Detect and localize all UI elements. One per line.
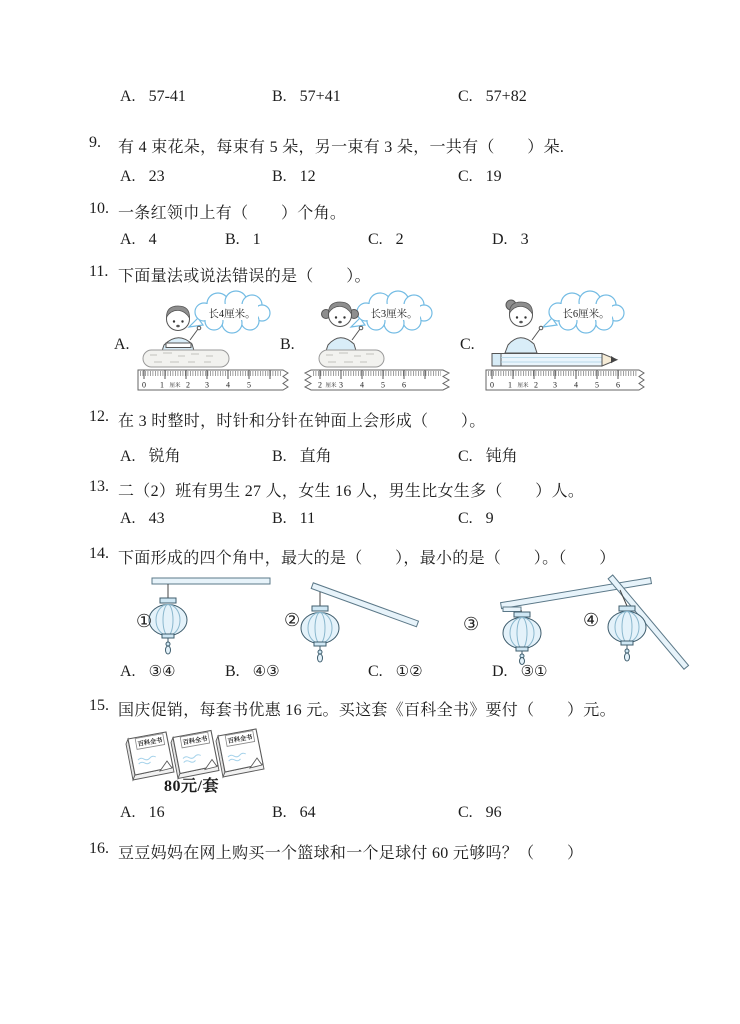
option-value: 9 xyxy=(485,510,494,527)
option-value: 16 xyxy=(148,804,165,821)
question-text: 下面量法或说法错误的是（ ）。 xyxy=(118,268,371,285)
circled-number: ③ xyxy=(463,614,480,635)
q12-option-b xyxy=(272,443,332,466)
question-13 xyxy=(0,478,740,502)
book xyxy=(171,731,219,779)
question-text: 二（2）班有男生 27 人，女生 16 人，男生比女生多（ ）人。 xyxy=(118,483,585,500)
option-letter: A. xyxy=(120,448,136,465)
log-illustration xyxy=(143,350,229,367)
q14-option-c xyxy=(368,662,423,681)
q11-figure-c xyxy=(458,292,654,398)
option-letter: A. xyxy=(120,663,136,680)
question-12 xyxy=(0,408,740,432)
option-value: 直角 xyxy=(299,448,332,465)
q10-option-c xyxy=(368,231,404,249)
bubble-text: 长3厘米。 xyxy=(370,309,418,320)
option-value: ①② xyxy=(395,662,423,680)
option-letter: B. xyxy=(272,510,287,527)
option-letter: A. xyxy=(120,510,136,527)
figure-label: A. xyxy=(114,336,130,353)
book-title: 百科全书 xyxy=(227,733,253,746)
ruler-unit: 厘米 xyxy=(169,383,181,389)
bubble-text: 长4厘米。 xyxy=(208,309,256,320)
option-letter: B. xyxy=(272,804,287,821)
option-letter: B. xyxy=(272,168,287,185)
girl-illustration xyxy=(505,300,543,353)
option-letter: B. xyxy=(272,448,287,465)
option-value: 2 xyxy=(395,231,404,248)
q8-option-b xyxy=(272,88,341,106)
ruler-illustration xyxy=(305,370,449,390)
option-letter: A. xyxy=(120,88,136,105)
question-16 xyxy=(0,840,740,864)
lantern-illustration xyxy=(128,566,278,666)
q9-option-a xyxy=(120,168,165,186)
question-text: 有 4 束花朵，每束有 5 朵，另一束有 3 朵，一共有（ ）朵. xyxy=(118,139,565,156)
option-letter: C. xyxy=(458,168,473,185)
option-letter: B. xyxy=(272,88,287,105)
option-value: 1 xyxy=(252,231,261,248)
question-number: 16. xyxy=(89,840,109,857)
option-value: 11 xyxy=(299,510,316,527)
q13-options-row xyxy=(0,510,740,534)
option-value: 43 xyxy=(148,510,165,527)
q15-option-b xyxy=(272,804,316,822)
price-label: 80元/套 xyxy=(164,778,219,795)
question-text: 下面形成的四个角中，最大的是（ ），最小的是（ ）。（ ） xyxy=(118,550,616,567)
q8-options-row xyxy=(0,88,740,112)
rod xyxy=(152,578,270,584)
ruler-unit: 厘米 xyxy=(517,383,529,389)
question-text: 一条红领巾上有（ ）个角。 xyxy=(118,205,347,222)
ruler-number: 2 xyxy=(318,380,322,390)
option-letter: A. xyxy=(120,168,136,185)
question-number: 14. xyxy=(89,545,109,562)
lantern xyxy=(301,606,339,662)
ruler-number: 3 xyxy=(205,380,209,390)
q13-option-a xyxy=(120,510,165,528)
q9-options-row xyxy=(0,168,740,192)
ruler-number: 4 xyxy=(226,380,230,390)
bubble-text: 长6厘米。 xyxy=(562,309,610,320)
q8-option-a xyxy=(120,88,186,106)
question-number: 10. xyxy=(89,200,109,217)
question-10 xyxy=(0,200,740,224)
q14-option-a xyxy=(120,662,175,681)
option-letter: C. xyxy=(458,448,473,465)
question-text: 国庆促销，每套书优惠 16 元。买这套《百科全书》要付（ ）元。 xyxy=(118,702,616,719)
q10-option-a xyxy=(120,231,157,249)
question-number: 12. xyxy=(89,408,109,425)
ruler-number: 3 xyxy=(339,380,343,390)
option-value: 57-41 xyxy=(148,88,186,105)
q13-option-b xyxy=(272,510,315,528)
question-text: 在 3 时整时，时针和分针在钟面上会形成（ ）。 xyxy=(118,413,486,430)
speech-bubble xyxy=(351,291,432,333)
option-value: 64 xyxy=(299,804,316,821)
question-9 xyxy=(0,134,740,158)
book xyxy=(216,729,264,777)
q13-option-c xyxy=(458,510,494,528)
option-value: 钝角 xyxy=(485,448,518,465)
lantern-figure-4 xyxy=(573,566,738,666)
girl-illustration xyxy=(322,302,363,354)
option-letter: C. xyxy=(458,510,473,527)
question-number: 9. xyxy=(89,134,101,151)
q15-books-figure xyxy=(120,724,310,796)
ruler-number: 5 xyxy=(247,380,251,390)
q15-option-a xyxy=(120,804,165,822)
option-letter: C. xyxy=(458,88,473,105)
option-letter: A. xyxy=(120,231,136,248)
q14-option-d xyxy=(492,662,547,681)
option-value: ④③ xyxy=(252,662,280,680)
circled-number: ② xyxy=(284,610,301,631)
ruler-number: 1 xyxy=(160,380,164,390)
question-text: 豆豆妈妈在网上购买一个篮球和一个足球付 60 元够吗？（ ） xyxy=(118,845,584,862)
option-value: 57+82 xyxy=(485,88,527,105)
lantern-figure-1 xyxy=(128,566,278,666)
figure-label: B. xyxy=(280,336,295,353)
option-value: 12 xyxy=(299,168,316,185)
option-value: 锐角 xyxy=(148,448,181,465)
q12-option-a xyxy=(120,443,181,466)
option-letter: C. xyxy=(368,663,383,680)
question-number: 13. xyxy=(89,478,109,495)
ruler-number: 5 xyxy=(595,380,599,390)
lantern-figure-2 xyxy=(282,566,442,666)
pencil-illustration xyxy=(492,354,617,367)
option-value: 96 xyxy=(485,804,502,821)
ruler-number: 6 xyxy=(616,380,620,390)
speech-bubble xyxy=(543,291,624,333)
ruler-number: 4 xyxy=(574,380,578,390)
lantern-illustration xyxy=(573,566,738,666)
ruler-number: 0 xyxy=(490,380,494,390)
q12-option-c xyxy=(458,443,518,466)
option-value: 3 xyxy=(520,231,529,248)
ruler-number: 2 xyxy=(186,380,190,390)
option-letter: C. xyxy=(368,231,383,248)
figure-label: C. xyxy=(460,336,475,353)
question-number: 11. xyxy=(89,263,109,280)
q9-option-b xyxy=(272,168,316,186)
option-letter: A. xyxy=(120,804,136,821)
option-letter: B. xyxy=(225,663,240,680)
circled-number: ① xyxy=(136,611,153,632)
option-value: 23 xyxy=(148,168,165,185)
question-15 xyxy=(0,697,740,721)
ruler-illustration xyxy=(138,370,288,390)
ruler-number: 3 xyxy=(553,380,557,390)
log-illustration xyxy=(319,350,384,367)
q10-options-row xyxy=(0,231,740,255)
book-title: 百科全书 xyxy=(137,736,163,749)
option-value: 4 xyxy=(148,231,157,248)
question-number: 15. xyxy=(89,697,109,714)
option-value: ③① xyxy=(520,662,548,680)
measuring-illustration xyxy=(302,292,452,398)
speech-bubble xyxy=(189,291,270,333)
option-letter: D. xyxy=(492,231,508,248)
lantern xyxy=(149,598,187,654)
ruler-number: 0 xyxy=(142,380,146,390)
q11-figure-b xyxy=(278,292,454,398)
q10-option-b xyxy=(225,231,261,249)
option-value: 57+41 xyxy=(299,88,341,105)
q14-options-row xyxy=(0,662,740,686)
ruler-illustration xyxy=(486,370,644,390)
option-letter: B. xyxy=(225,231,240,248)
q9-option-c xyxy=(458,168,502,186)
option-letter: C. xyxy=(458,804,473,821)
ruler-number: 5 xyxy=(381,380,385,390)
ruler-number: 6 xyxy=(402,380,406,390)
option-value: ③④ xyxy=(148,662,176,680)
question-11 xyxy=(0,263,740,287)
ruler-number: 4 xyxy=(360,380,364,390)
measuring-illustration xyxy=(136,292,296,398)
q15-option-c xyxy=(458,804,502,822)
q11-figure-a xyxy=(112,292,296,398)
q14-option-b xyxy=(225,662,280,681)
option-value: 19 xyxy=(485,168,502,185)
q12-options-row xyxy=(0,443,740,467)
ruler-number: 2 xyxy=(534,380,538,390)
q8-option-c xyxy=(458,88,527,106)
measuring-illustration xyxy=(484,292,652,398)
option-letter: D. xyxy=(492,663,508,680)
circled-number: ④ xyxy=(583,610,600,631)
lantern-illustration xyxy=(282,566,442,666)
lantern xyxy=(503,612,541,665)
book-title: 百科全书 xyxy=(182,735,208,747)
q10-option-d xyxy=(492,231,529,249)
ruler-number: 1 xyxy=(508,380,512,390)
q15-options-row xyxy=(0,804,740,828)
ruler-unit: 厘米 xyxy=(325,383,337,389)
